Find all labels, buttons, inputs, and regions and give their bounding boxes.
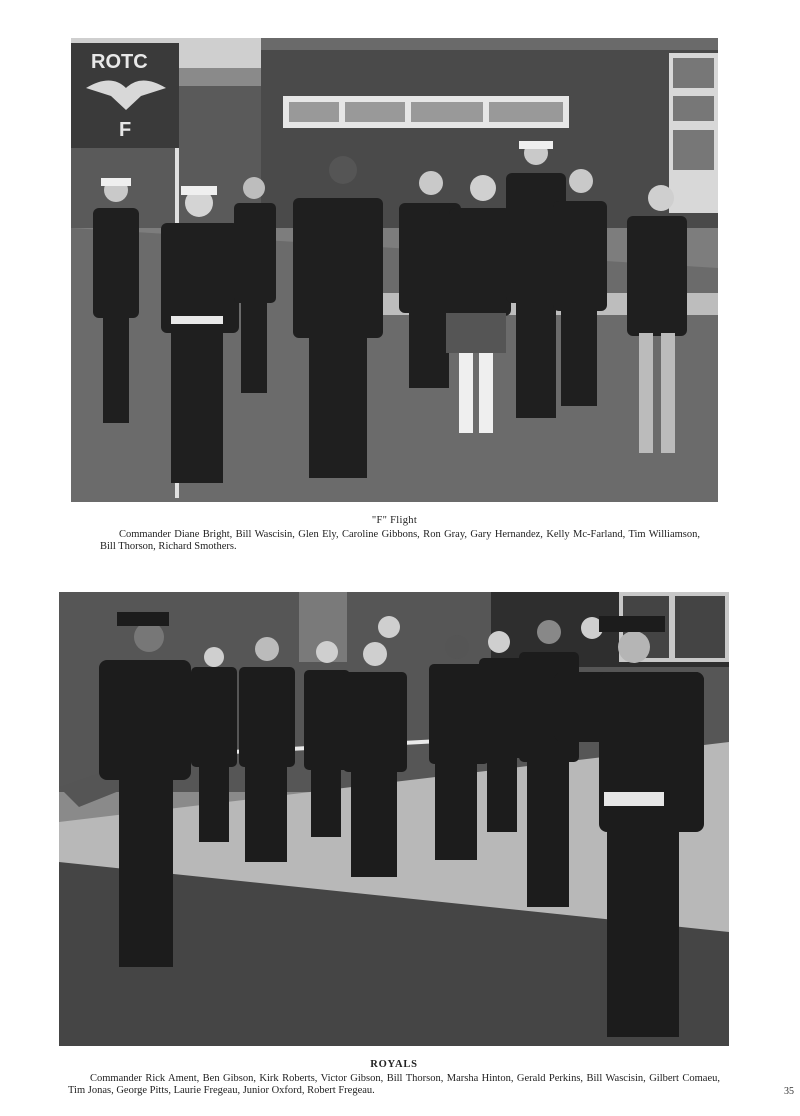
- flag-text-rotc: ROTC: [91, 51, 148, 73]
- page-number: 35: [784, 1086, 794, 1097]
- f-flight-title: "F" Flight: [371, 515, 418, 526]
- royals-photo: [59, 592, 729, 1046]
- f-flight-caption: Commander Diane Bright, Bill Wascisin, Glen Ely, Caroline Gibbons, Ron Gray, Gary Hernandez, Kelly Mc-Farland, Tim Williamson, Bill Thorson, Richard Smothers.: [100, 529, 700, 552]
- f-flight-photo: [71, 38, 718, 502]
- royals-photo-drawing: [59, 592, 729, 1046]
- royals-caption: Commander Rick Ament, Ben Gibson, Kirk Roberts, Victor Gibson, Bill Thorson, Marsha Hinton, Gerald Perkins, Bill Wascisin, Gilbert Comaeu, Tim Jonas, George Pitts, Laurie Fregeau, Junior Oxford, Robert Fregeau.: [68, 1073, 720, 1096]
- flag-text-letter: F: [119, 119, 132, 141]
- f-flight-photo-drawing: [71, 38, 718, 502]
- royals-title: ROYALS: [370, 1059, 418, 1070]
